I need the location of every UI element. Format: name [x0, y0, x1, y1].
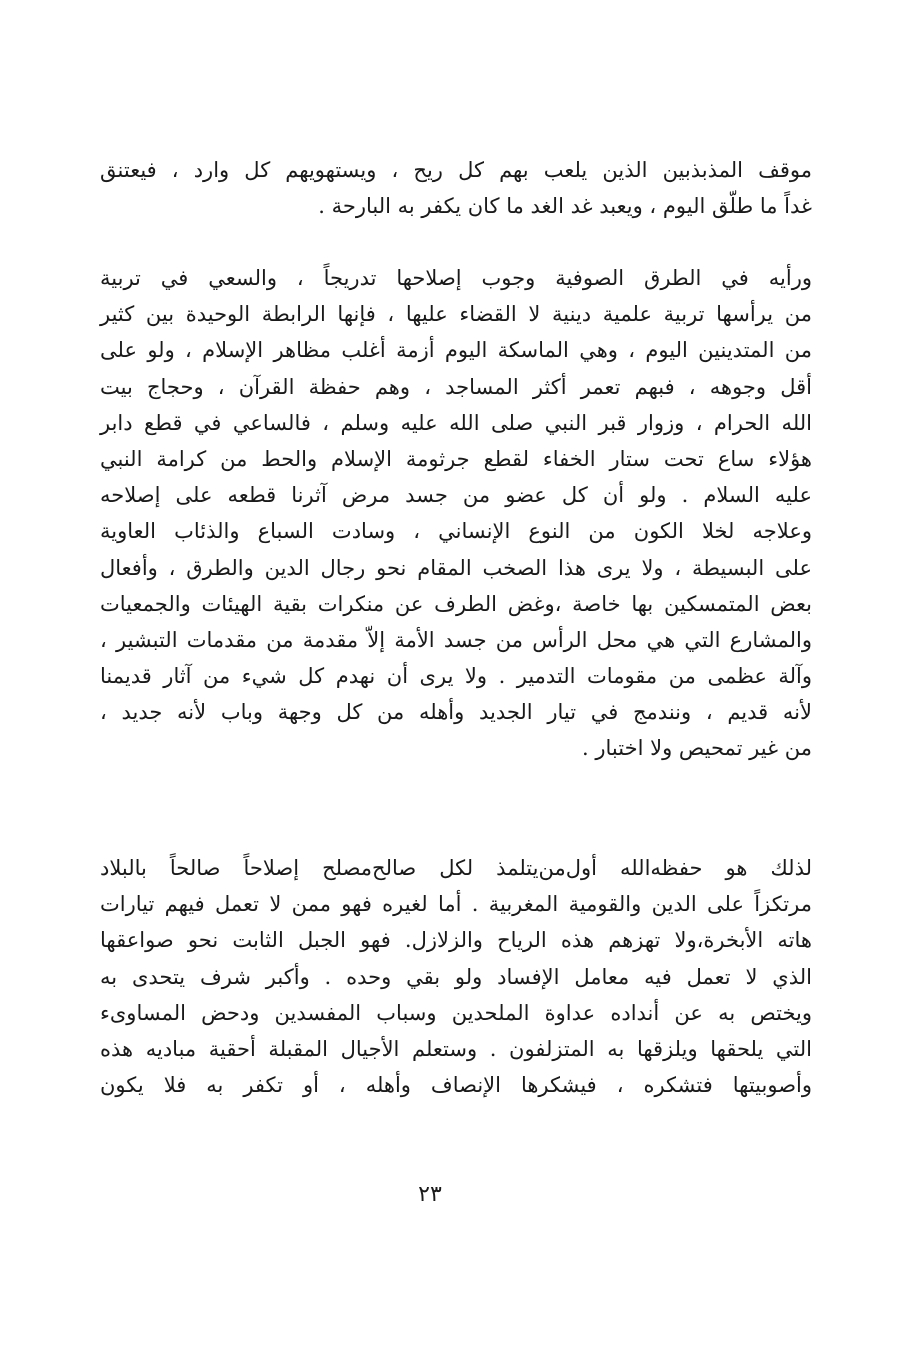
- text-line: وعلاجه لخلا الكون من النوع الإنساني ، وسادت السباع والذئاب العاوية: [100, 519, 812, 544]
- page-number: ٢٣: [418, 1182, 442, 1207]
- text-line: هؤلاء ساع تحت ستار الخفاء لقطع جرثومة الإسلام والحط من كرامة النبي: [100, 446, 812, 471]
- text-line: مرتكزاً على الدين والقومية المغربية . أما لغيره فهو ممن لا تعمل فيهم تيارات: [100, 892, 812, 917]
- paragraph-3: [100, 850, 812, 1103]
- text-line: من المتدينين اليوم ، وهي الماسكة اليوم أزمة أغلب مظاهر الإسلام ، ولو على: [100, 338, 812, 363]
- text-line: بعض المتمسكين بها خاصة ،وغض الطرف عن منكرات بقية الهيئات والجمعيات: [100, 591, 812, 616]
- text-line: غداً ما طلّق اليوم ، ويعبد غد الغد ما كان يكفر به البارحة .: [318, 194, 812, 219]
- text-line: على البسيطة ، ولا يرى هذا الصخب المقام نحو رجال الدين والطرق ، وأفعال: [100, 555, 812, 580]
- paragraph-2: [100, 260, 812, 767]
- text-line: عليه السلام . ولو أن كل عضو من جسد مرض آثرنا قطعه على إصلاحه: [100, 483, 812, 508]
- text-line: وآلة عظمى من مقومات التدمير . ولا يرى أن نهدم كل شيء من آثار قديمنا: [100, 664, 812, 689]
- text-line: هاته الأبخرة،ولا تهزهم هذه الرياح والزلازل. فهو الجبل الثابت نحو صواعقها: [100, 928, 812, 953]
- text-line: من يرأسها تربية علمية دينية لا القضاء عليها ، فإنها الرابطة الوحيدة بين كثير: [100, 302, 812, 327]
- text-line: موقف المذبذبين الذين يلعب بهم كل ريح ، ويستهويهم كل وارد ، فيعتنق: [100, 158, 812, 182]
- text-line: ويختص به عن أنداده عداوة الملحدين وسباب المفسدين ودحض المساوىء: [100, 1000, 812, 1025]
- text-line: الذي لا تعمل فيه معامل الإفساد ولو بقي وحده . وأكبر شرف يتحدى به: [100, 964, 812, 989]
- paragraph-1: [100, 152, 812, 224]
- text-line: وأصوبيتها فتشكره ، فيشكرها الإنصاف وأهله ، أو تكفر به فلا يكون: [100, 1073, 812, 1098]
- text-line: التي يلحقها ويلزقها به المتزلفون . وستعلم الأجيال المقبلة أحقية مباديه هذه: [100, 1036, 812, 1061]
- text-line: من غير تمحيص ولا اختبار .: [582, 736, 812, 761]
- text-line: ورأيه في الطرق الصوفية وجوب إصلاحها تدريجاً ، والسعي في تربية: [100, 266, 812, 290]
- text-line: أقل وجوهه ، فبهم تعمر أكثر المساجد ، وهم حفظة القرآن ، وحجاج بيت: [100, 374, 812, 399]
- text-line: والمشارع التي هي محل الرأس من جسد الأمة إلاّ مقدمة من مقدمات التبشير ،: [100, 627, 812, 652]
- text-line: الله الحرام ، وزوار قبر النبي صلى الله عليه وسلم ، فالساعي في قطع دابر: [100, 410, 812, 435]
- text-line: لأنه قديم ، ونندمج في تيار الجديد وأهله من كل وجهة وباب لأنه جديد ،: [100, 700, 812, 725]
- text-line: لذلك هو حفظه‌الله أول‌من‌يتلمذ لكل صالح‌مصلح إصلاحاً صالحاً بالبلاد: [100, 856, 812, 880]
